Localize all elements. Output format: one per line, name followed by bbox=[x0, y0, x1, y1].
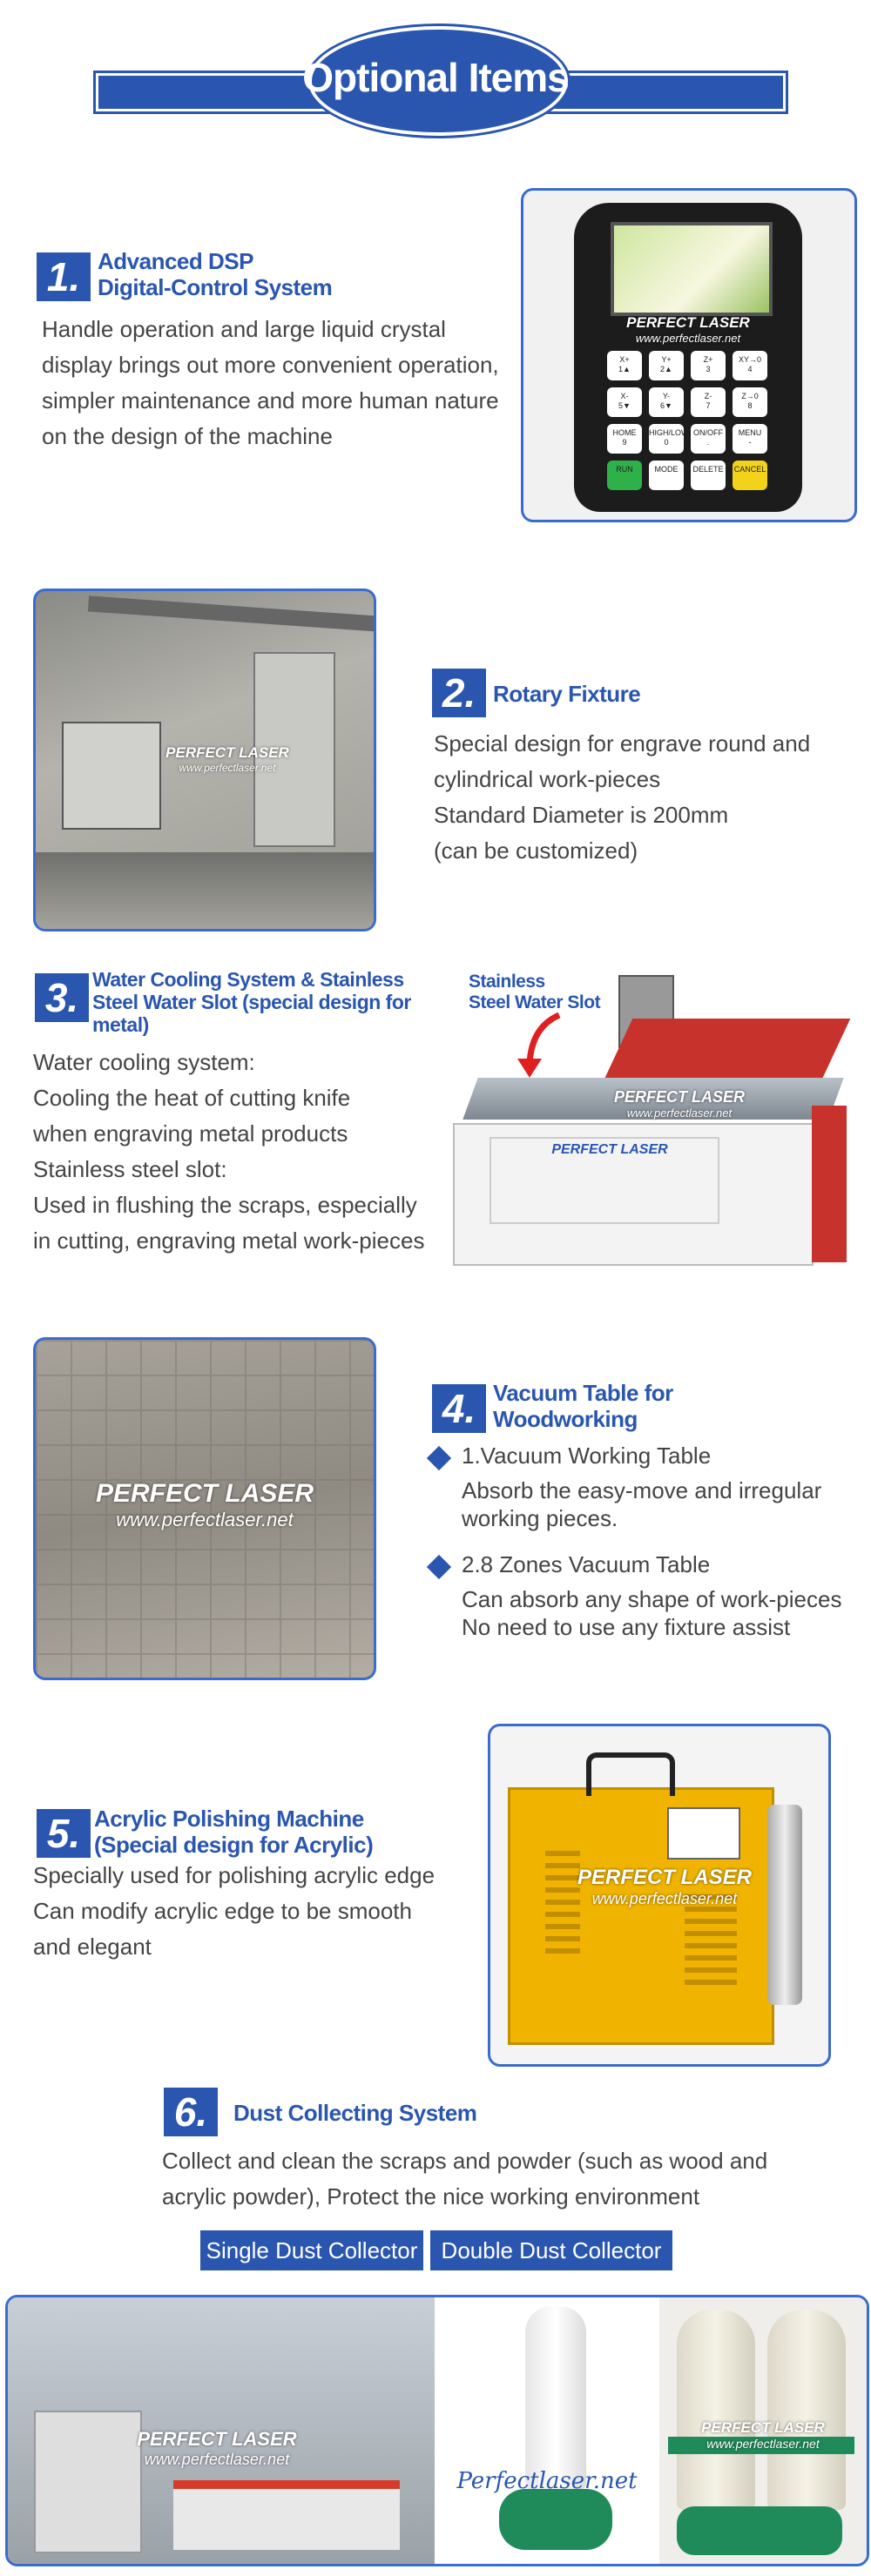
machine-side bbox=[812, 1106, 847, 1262]
item-description bbox=[434, 726, 834, 869]
double-dust-collector-tag: Double Dust Collector bbox=[430, 2230, 672, 2270]
watermark: PERFECT LASER www.perfectlaser.net bbox=[626, 314, 750, 345]
item-title-line: Steel Water Slot (special design for bbox=[92, 991, 411, 1013]
controller-key: ON/OFF . bbox=[691, 424, 726, 454]
item-title: Dust Collecting System bbox=[233, 2100, 477, 2126]
ammeter bbox=[667, 1807, 740, 1860]
item-number-badge: 1. bbox=[37, 252, 91, 301]
description-line: Specially used for polishing acrylic edge bbox=[33, 1862, 436, 1888]
item-title bbox=[94, 1806, 373, 1858]
controller-key: RUN bbox=[607, 461, 642, 490]
item-title-line: (Special design for Acrylic) bbox=[94, 1832, 374, 1858]
item-number-badge: 6. bbox=[164, 2088, 218, 2136]
machine-bed bbox=[173, 2480, 400, 2550]
controller-key: MODE bbox=[649, 461, 684, 490]
filter-bag bbox=[525, 2306, 586, 2489]
controller-key: CANCEL bbox=[733, 461, 767, 490]
filter-bag bbox=[767, 2310, 846, 2510]
item-number-badge: 5. bbox=[37, 1809, 91, 1858]
item-number-badge: 4. bbox=[432, 1384, 486, 1433]
item-title bbox=[92, 968, 423, 1036]
item-title-line: Advanced DSP bbox=[98, 248, 253, 274]
description-line: Special design for engrave round and bbox=[434, 730, 811, 757]
single-dust-collector-photo bbox=[438, 2297, 656, 2564]
item-title-line: Vacuum Table for bbox=[493, 1380, 673, 1406]
description-line: Handle operation and large liquid crystal bbox=[42, 316, 446, 342]
controller-keypad bbox=[607, 351, 773, 499]
description-line: simpler maintenance and more human nature bbox=[42, 387, 499, 414]
item-title: Rotary Fixture bbox=[493, 681, 641, 707]
description-line: working pieces. bbox=[462, 1505, 618, 1531]
item-number-badge: 2. bbox=[432, 669, 486, 717]
blower bbox=[677, 2506, 842, 2555]
rotary-fixture-image bbox=[33, 589, 376, 932]
description-line: Can absorb any shape of work-pieces bbox=[462, 1586, 842, 1612]
bullet-diamond-icon bbox=[427, 1446, 451, 1470]
item-title-line: Water Cooling System & Stainless bbox=[92, 968, 404, 991]
watermark: PERFECT LASER www.perfectlaser.net bbox=[613, 1088, 745, 1120]
description-line: acrylic powder), Protect the nice working environment bbox=[162, 2183, 700, 2209]
bullet-diamond-icon bbox=[427, 1555, 451, 1579]
watermark: PERFECT LASER www.perfectlaser.net bbox=[165, 744, 289, 774]
callout-line: Stainless bbox=[469, 972, 545, 992]
item-description bbox=[33, 1858, 469, 1965]
description-line: Absorb the easy-move and irregular bbox=[462, 1477, 822, 1503]
controller-body bbox=[574, 203, 802, 512]
chuck-plate bbox=[62, 722, 161, 830]
item-description bbox=[162, 2143, 841, 2215]
bullet-heading: 1.Vacuum Working Table bbox=[462, 1443, 712, 1469]
controller-key: Z→0 8 bbox=[733, 387, 767, 417]
bullet-item bbox=[462, 1442, 862, 1532]
description-line: Used in flushing the scraps, especially bbox=[33, 1192, 417, 1218]
watermark: PERFECT LASER www.perfectlaser.net bbox=[577, 1866, 752, 1907]
blower bbox=[499, 2489, 612, 2550]
description-line: Stainless steel slot: bbox=[33, 1156, 227, 1182]
item-title-line: Digital-Control System bbox=[98, 274, 333, 300]
description-line: in cutting, engraving metal work-pieces bbox=[33, 1227, 425, 1254]
item-title bbox=[98, 248, 332, 300]
handle bbox=[586, 1752, 675, 1796]
controller-key: Y- 6▼ bbox=[649, 387, 684, 417]
description-line: cylindrical work-pieces bbox=[434, 766, 661, 792]
watermark-url: Perfectlaser.net bbox=[456, 2468, 638, 2494]
item-description bbox=[33, 1045, 451, 1259]
controller-key: X- 5▼ bbox=[607, 387, 642, 417]
bullet-heading: 2.8 Zones Vacuum Table bbox=[462, 1551, 711, 1577]
callout-line: Steel Water Slot bbox=[469, 992, 601, 1012]
item-title-line: Acrylic Polishing Machine bbox=[94, 1806, 364, 1832]
page-title: Optional Items bbox=[302, 55, 569, 100]
cnc-machine-image bbox=[444, 958, 862, 1288]
gantry bbox=[604, 1019, 851, 1079]
machine-with-collector-photo bbox=[8, 2297, 435, 2564]
item-number-badge: 3. bbox=[35, 973, 89, 1022]
rail bbox=[88, 595, 376, 636]
controller-key: DELETE bbox=[691, 461, 726, 490]
machine-logo: PERFECT LASER bbox=[551, 1142, 668, 1157]
dust-collector-gallery bbox=[5, 2295, 869, 2566]
description-line: Water cooling system: bbox=[33, 1049, 255, 1075]
controller-key: Z- 7 bbox=[691, 387, 726, 417]
bullet-item bbox=[462, 1550, 862, 1641]
controller-key: Z+ 3 bbox=[691, 351, 726, 380]
description-line: Can modify acrylic edge to be smooth bbox=[33, 1898, 412, 1924]
item-title bbox=[493, 1380, 673, 1432]
controller-key: Y+ 2▲ bbox=[649, 351, 684, 380]
description-line: and elegant bbox=[33, 1934, 152, 1960]
floor bbox=[36, 852, 374, 931]
watermark: PERFECT LASER www.perfectlaser.net bbox=[95, 1479, 314, 1530]
description-line: when engraving metal products bbox=[33, 1120, 348, 1147]
watermark: PERFECT LASER www.perfectlaser.net bbox=[701, 2419, 825, 2451]
description-line: on the design of the machine bbox=[42, 423, 333, 449]
polisher-body bbox=[508, 1787, 774, 2045]
controller-screen bbox=[611, 222, 773, 316]
filter-bag bbox=[677, 2310, 755, 2510]
description-line: display brings out more convenient operation, bbox=[42, 352, 499, 378]
description-line: Cooling the heat of cutting knife bbox=[33, 1085, 351, 1111]
controller-key: HIGH/LOW 0 bbox=[649, 424, 684, 454]
description-line: Standard Diameter is 200mm bbox=[434, 802, 729, 828]
controller-key: MENU - bbox=[733, 424, 767, 454]
watermark: PERFECT LASER www.perfectlaser.net bbox=[137, 2428, 297, 2468]
controller-key: X+ 1▲ bbox=[607, 351, 642, 380]
dsp-controller-image bbox=[521, 188, 857, 522]
description-line: No need to use any fixture assist bbox=[462, 1614, 791, 1640]
single-dust-collector-tag: Single Dust Collector bbox=[200, 2230, 423, 2270]
item-description bbox=[42, 312, 530, 454]
vent bbox=[685, 1894, 737, 1990]
description-line: Collect and clean the scraps and powder (such as wood and bbox=[162, 2148, 768, 2174]
controller-key: XY→0 4 bbox=[733, 351, 767, 380]
item-title-line: Woodworking bbox=[493, 1406, 638, 1432]
double-dust-collector-photo bbox=[659, 2297, 867, 2564]
acrylic-polisher-image bbox=[488, 1724, 831, 2067]
controller-key: HOME 9 bbox=[607, 424, 642, 454]
description-line: (can be customized) bbox=[434, 837, 638, 864]
item-title-line: metal) bbox=[92, 1013, 149, 1036]
vacuum-table-image bbox=[33, 1337, 376, 1680]
